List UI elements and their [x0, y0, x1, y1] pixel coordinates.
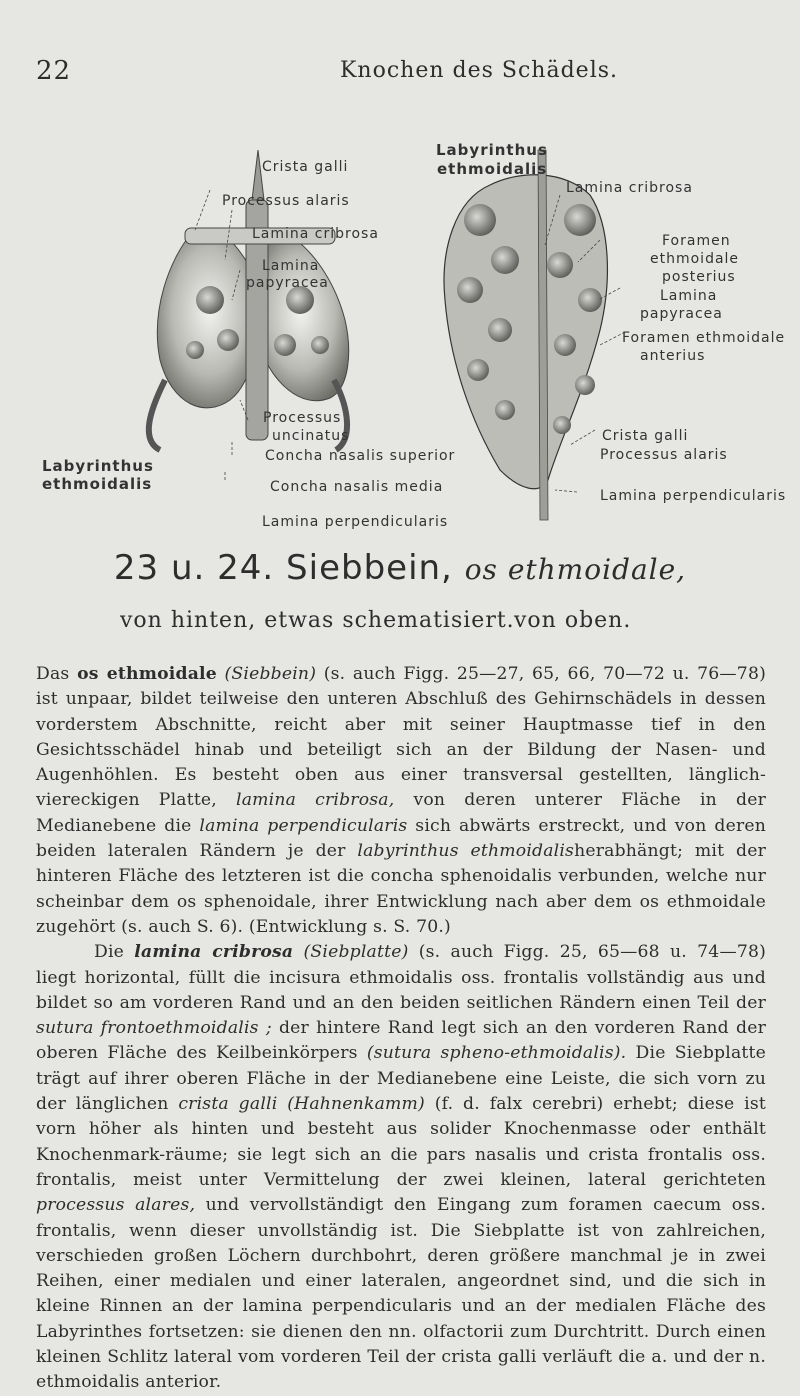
label-crista-galli-left: Crista galli: [262, 159, 349, 175]
label-labyrinthus-left-1: Labyrinthus: [42, 457, 154, 475]
label-processus-alaris-left: Processus alaris: [222, 193, 350, 209]
p2-h: Die Siebplatte trägt auf ihrer oberen Fläche in der Medianebene eine Leiste, die sich vorn zu der länglichen: [36, 1043, 766, 1115]
label-crista-galli-right: Crista galli: [602, 428, 689, 444]
p1-term-labyrinthus: labyrinthus ethmoidalis: [357, 841, 575, 862]
p2-c: (Siebplatte): [303, 942, 409, 963]
page-number: 22: [36, 56, 72, 86]
p2-l: und vervollständigt den Eingang zum foramen caecum oss. frontalis, wenn dieser unvollständig ist. Die Siebplatte ist von zahlreichen, verschieden großen Löchern durchbohrt, deren größere manchmal je in zwei Reihen, einer medialen und einer lateralen, angeordnet sind, und die sich in kleine Rinnen an der lamina perpendicularis und an der medialen Fläche des Labyrinthes fortsetzen: sie dienen den nn. olfactorii zum Durchtritt. Durch einen kleinen Schlitz lateral vom vorderen Teil der crista galli verläuft die a. und der n. ethmoidalis anterior.: [36, 1195, 766, 1393]
label-concha-media: Concha nasalis media: [270, 479, 444, 495]
paragraph-2: [36, 940, 766, 1395]
label-labyrinthus-left-2: ethmoidalis: [42, 475, 153, 493]
paragraph-1: [36, 662, 766, 940]
caption-left-subtitle: von hinten, etwas schematisiert.: [120, 608, 515, 633]
p1-f: von deren unterer Fläche in der Medianebene die: [36, 790, 766, 836]
label-lamina-perp-right: Lamina perpendicularis: [600, 488, 787, 504]
label-lamina-papyracea-left-2: papyracea: [246, 275, 329, 291]
p1-term-lamina-perp: lamina perpendicularis: [199, 815, 408, 836]
p1-term-os-ethmoidale: os ethmoidale: [77, 664, 217, 684]
label-lamina-cribrosa-left: Lamina cribrosa: [252, 226, 379, 242]
label-labyrinthus-right-1: Labyrinthus: [436, 141, 548, 159]
label-foramen-post-3: posterius: [662, 269, 736, 285]
label-foramen-post-2: ethmoidale: [650, 251, 740, 267]
p1-term-lamina-cribrosa: lamina cribrosa,: [236, 790, 395, 811]
p2-term-processus-alares: processus alares,: [36, 1195, 196, 1216]
right-bone-drawing: [444, 150, 607, 520]
label-lamina-papyracea-left-1: Lamina: [262, 258, 320, 274]
label-processus-uncinatus-2: uncinatus: [272, 428, 350, 444]
label-processus-alaris-right: Processus alaris: [600, 447, 728, 463]
caption-title-latin: os ethmoidale,: [464, 553, 687, 586]
label-foramen-post-1: Foramen: [662, 233, 731, 249]
label-lamina-papyracea-right-2: papyracea: [640, 306, 723, 322]
caption-right-subtitle: von oben.: [514, 608, 632, 633]
label-lamina-perp-left: Lamina perpendicularis: [262, 514, 449, 530]
figure-siebbein: [0, 0, 800, 560]
p2-term-sutura-spheno: (sutura spheno-ethmoidalis).: [366, 1043, 627, 1064]
caption-title-main: 23 u. 24. Siebbein,: [113, 548, 453, 588]
p1-a: Das: [36, 664, 70, 684]
label-concha-superior: Concha nasalis superior: [265, 448, 456, 464]
label-lamina-cribrosa-right: Lamina cribrosa: [566, 180, 693, 196]
body-text: [36, 662, 766, 1396]
label-labyrinthus-right-2: ethmoidalis: [437, 160, 548, 178]
p2-term-lamina-cribrosa: lamina cribrosa: [134, 942, 294, 963]
running-title: Knochen des Schädels.: [340, 58, 619, 83]
p1-j: herabhängt; mit der hinteren Fläche des letzteren ist die concha sphenoidalis verbunden, welche nur scheinbar dem os sphenoidale, ihrer Entwicklung nach aber dem os ethmoidale zugehört (s. auch S. 6). (Entwicklung s. S. 70.): [36, 841, 766, 937]
p2-term-sutura-fronto: sutura frontoethmoidalis ;: [36, 1018, 272, 1039]
figure-caption-title: [40, 548, 760, 588]
label-processus-uncinatus-1: Processus: [263, 410, 342, 426]
p1-h: sich abwärts erstreckt, und von deren beiden lateralen Rändern je der: [36, 815, 766, 862]
label-foramen-ant-1: Foramen ethmoidale: [622, 330, 786, 346]
label-lamina-papyracea-right-1: Lamina: [660, 288, 718, 304]
label-foramen-ant-2: anterius: [640, 348, 706, 364]
p2-j: (f. d. falx cerebri) erhebt; diese ist vorn höher als hinten und besteht aus solider Knochenmasse oder enthält Knochenmark-räume; sie legt sich an die pars nasalis und crista frontalis oss. frontalis, meist unter Vermittelung der zwei kleinen, lateral gerichteten: [36, 1094, 766, 1190]
p2-f: der hintere Rand legt sich an den vorderen Rand der oberen Fläche des Keilbeinkörpers: [36, 1018, 766, 1064]
p1-a-german: (Siebbein): [224, 664, 317, 684]
p2-d: (s. auch Figg. 25, 65—68 u. 74—78) liegt horizontal, füllt die incisura ethmoidalis oss. frontalis vollständig aus und bildet so am vorderen Rand und an den beiden seitlichen Rändern einen Teil der: [36, 942, 767, 1013]
p2-term-crista-galli: crista galli (Hahnenkamm): [178, 1094, 425, 1115]
p1-d: (s. auch Figg. 25—27, 65, 66, 70—72 u. 76—78) ist unpaar, bildet teilweise den unteren Abschluß des Gehirnschädels in dessen vorderstem Abschnitte, reicht aber mit seiner Hauptmasse tief in den Gesichtsschädel hinab und beteiligt sich an der Bildung der Nasen- und Augenhöhlen. Es besteht oben aus einer transversal gestellten, länglich-viereckigen Platte,: [36, 664, 766, 811]
p2-a: Die: [94, 942, 125, 963]
